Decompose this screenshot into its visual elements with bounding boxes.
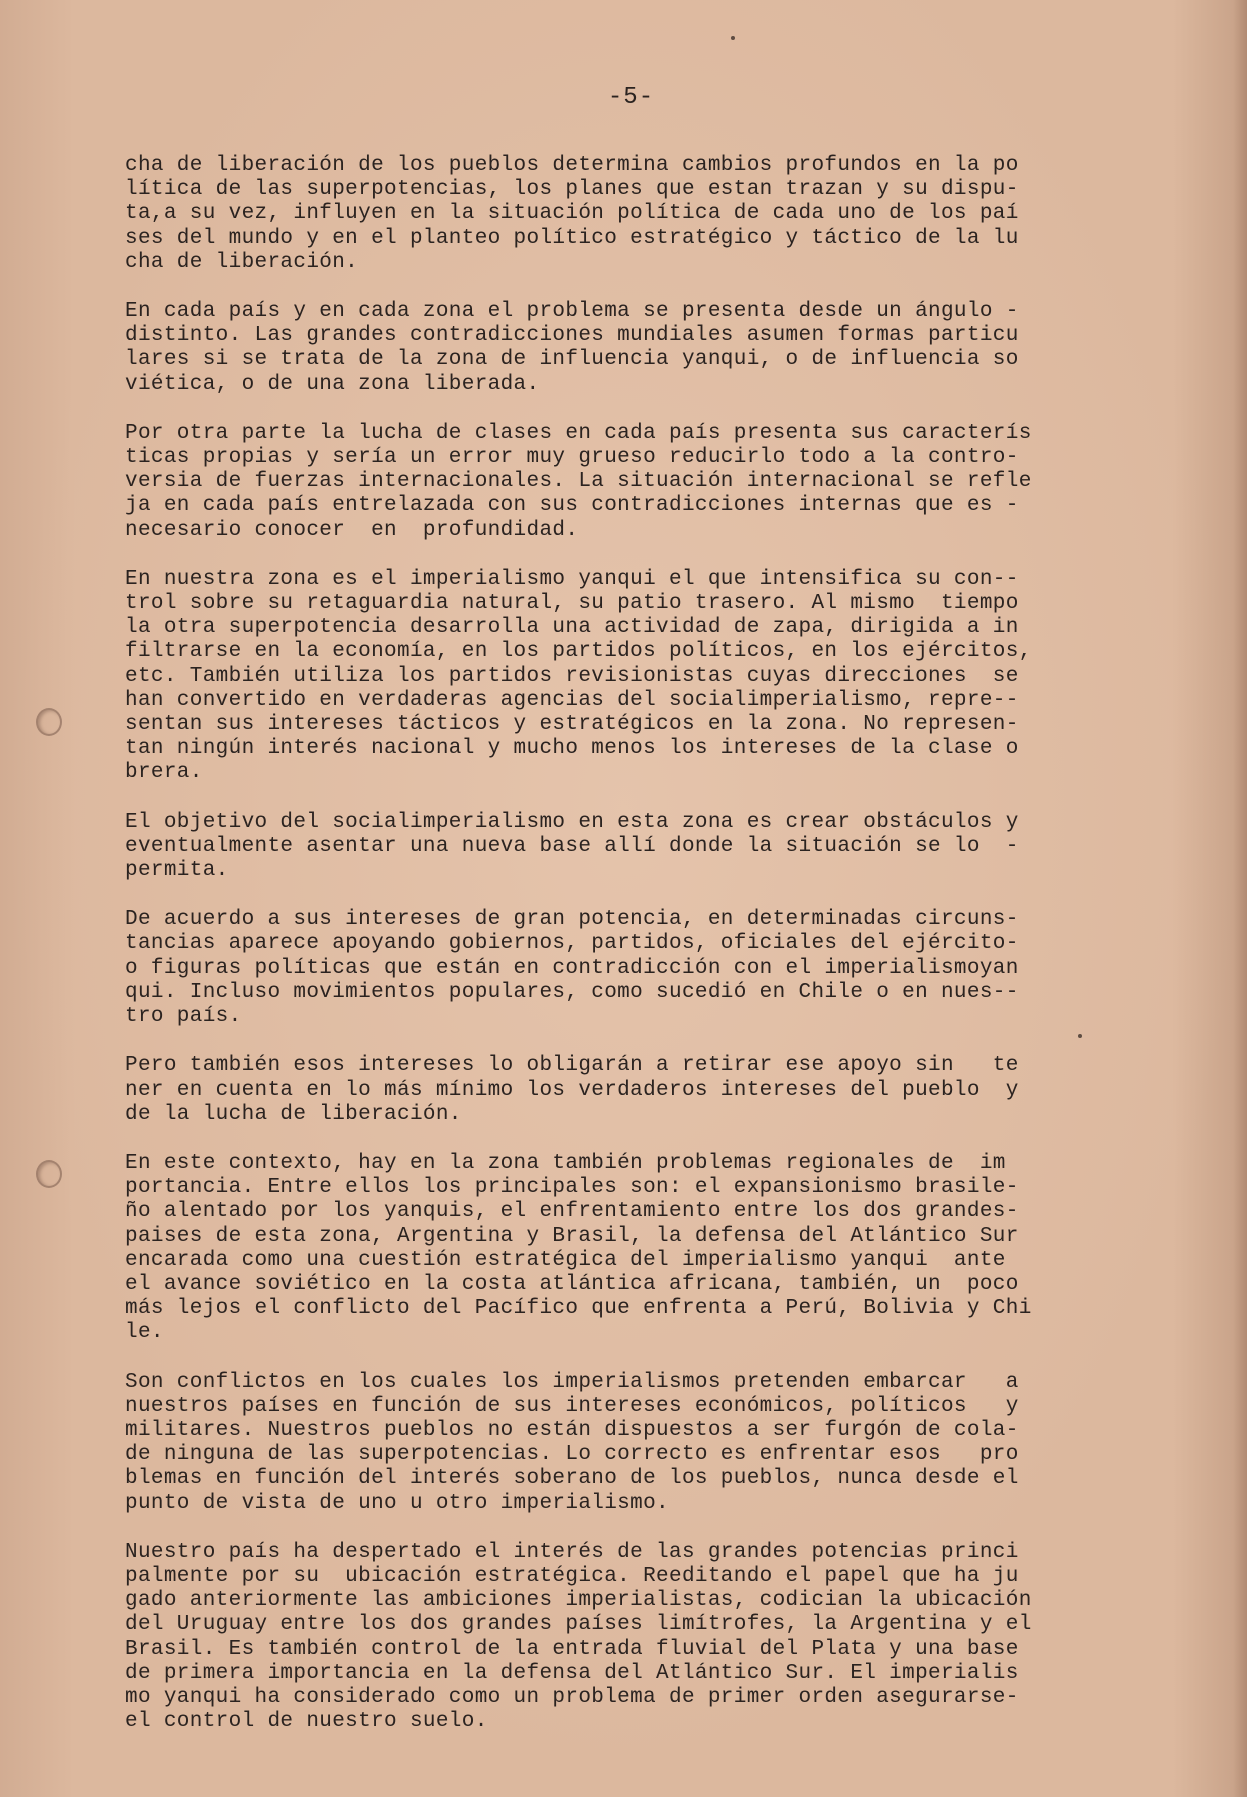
text-line: blemas en función del interés soberano de los pueblos, nunca desde el [125,1467,1019,1491]
text-line: más lejos el conflicto del Pacífico que enfrenta a Perú, Bolivia y Chi [125,1297,1032,1321]
text-line: eventualmente asentar una nueva base allí donde la situación se lo - [125,834,1019,858]
text-line: de la lucha de liberación. [125,1102,462,1126]
text-line: ta,a su vez, influyen en la situación política de cada uno de los paí [125,202,1019,226]
paragraph [125,1541,1135,1735]
text-line: mo yanqui ha considerado como un problema de primer orden asegurarse- [125,1685,1019,1709]
text-line: palmente por su ubicación estratégica. Reeditando el papel que ha ju [125,1564,1019,1588]
text-line: o figuras políticas que están en contradicción con el imperialismoyan [125,956,1019,980]
text-line: gado anteriormente las ambiciones imperialistas, codician la ubicación [125,1589,1032,1613]
paragraph [125,1371,1135,1516]
text-line: viética, o de una zona liberada. [125,372,540,396]
text-line: etc. También utiliza los partidos revisionistas cuyas direcciones se [125,664,1019,688]
text-line: Son conflictos en los cuales los imperialismos pretenden embarcar a [125,1370,1019,1394]
text-line: lítica de las superpotencias, los planes que estan trazan y su dispu- [125,178,1019,202]
text-line: filtrarse en la economía, en los partidos políticos, en los ejércitos, [125,640,1032,664]
text-line: lares si se trata de la zona de influencia yanqui, o de influencia so [125,348,1019,372]
punch-hole-bottom [36,1160,62,1188]
text-line: permita. [125,859,229,883]
text-line: ticas propias y sería un error muy grueso reducirlo todo a la contro- [125,446,1019,470]
text-line: Pero también esos intereses lo obligarán a retirar ese apoyo sin te [125,1054,1019,1078]
paragraph [125,154,1135,275]
text-line: brera. [125,761,203,785]
text-line: tancias aparece apoyando gobiernos, partidos, oficiales del ejército- [125,932,1019,956]
text-line: el control de nuestro suelo. [125,1710,488,1734]
text-line: del Uruguay entre los dos grandes países limítrofes, la Argentina y el [125,1613,1032,1637]
text-line: nuestros países en función de sus intereses económicos, políticos y [125,1394,1019,1418]
text-line: El objetivo del socialimperialismo en esta zona es crear obstáculos y [125,810,1019,834]
page-number: -5- [607,84,655,111]
text-line: ner en cuenta en lo más mínimo los verdaderos intereses del pueblo y [125,1078,1019,1102]
text-line: Brasil. Es también control de la entrada fluvial del Plata y una base [125,1637,1019,1661]
text-line: ses del mundo y en el planteo político estratégico y táctico de la lu [125,226,1019,250]
paragraph [125,811,1135,884]
text-line: paises de esta zona, Argentina y Brasil, la defensa del Atlántico Sur [125,1224,1019,1248]
text-line: punto de vista de uno u otro imperialismo. [125,1491,669,1515]
text-line: militares. Nuestros pueblos no están dispuestos a ser furgón de cola- [125,1418,1019,1442]
text-line: tan ningún interés nacional y mucho menos los intereses de la clase o [125,737,1019,761]
paragraph [125,568,1135,786]
text-line: han convertido en verdaderas agencias del socialimperialismo, repre-- [125,688,1019,712]
paragraph [125,908,1135,1029]
text-line: En este contexto, hay en la zona también problemas regionales de im [125,1151,1006,1175]
text-line: Por otra parte la lucha de clases en cada país presenta sus caracterís [125,421,1032,445]
paragraph [125,300,1135,397]
text-line: le. [125,1321,164,1345]
text-line: versia de fuerzas internacionales. La situación internacional se refle [125,470,1032,494]
text-line: trol sobre su retaguardia natural, su patio trasero. Al mismo tiempo [125,592,1019,616]
text-line: Nuestro país ha despertado el interés de las grandes potencias princi [125,1540,1019,1564]
text-line: la otra superpotencia desarrolla una actividad de zapa, dirigida a in [125,616,1019,640]
text-line: cha de liberación de los pueblos determina cambios profundos en la po [125,154,1019,177]
text-line: necesario conocer en profundidad. [125,518,579,542]
text-line: portancia. Entre ellos los principales son: el expansionismo brasile- [125,1176,1019,1200]
ink-speck [731,36,735,40]
punch-hole-top [36,708,62,736]
text-line: de primera importancia en la defensa del Atlántico Sur. El imperialis [125,1661,1019,1685]
text-line: De acuerdo a sus intereses de gran potencia, en determinadas circuns- [125,908,1019,932]
text-line: cha de liberación. [125,250,359,274]
text-line: el avance soviético en la costa atlántica africana, también, un poco [125,1272,1019,1296]
text-line: de ninguna de las superpotencias. Lo correcto es enfrentar esos pro [125,1443,1019,1467]
text-line: encarada como una cuestión estratégica del imperialismo yanqui ante [125,1248,1006,1272]
text-line: ño alentado por los yanquis, el enfrentamiento entre los dos grandes- [125,1200,1019,1224]
text-line: qui. Incluso movimientos populares, como sucedió en Chile o en nues-- [125,980,1019,1004]
paragraph [125,1054,1135,1127]
paragraph [125,422,1135,543]
text-line: distinto. Las grandes contradicciones mundiales asumen formas particu [125,324,1019,348]
text-line: ja en cada país entrelazada con sus contradicciones internas que es - [125,494,1019,518]
text-line: En nuestra zona es el imperialismo yanqui el que intensifica su con-- [125,567,1019,591]
document-body [125,154,1135,1759]
paper-edge-shadow [1233,0,1247,1797]
text-line: sentan sus intereses tácticos y estratégicos en la zona. No represen- [125,713,1019,737]
paragraph [125,1152,1135,1346]
text-line: En cada país y en cada zona el problema se presenta desde un ángulo - [125,300,1019,324]
text-line: tro país. [125,1005,242,1029]
